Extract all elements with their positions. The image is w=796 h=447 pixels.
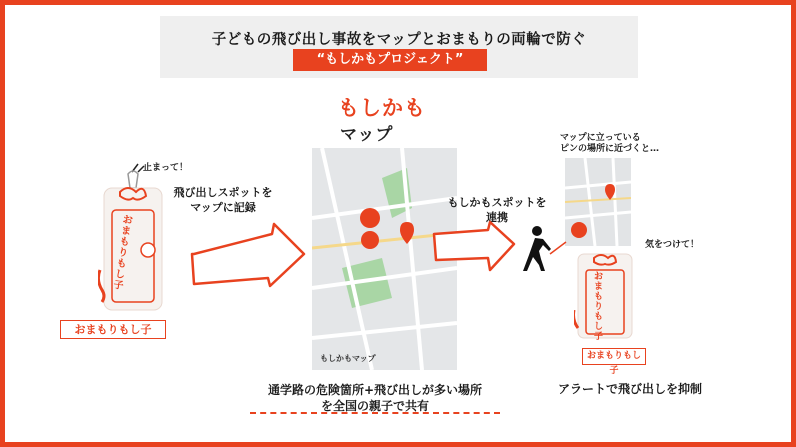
arrow2-caption-line1: もしかもスポットを	[447, 196, 547, 209]
arrow1-caption-line2: マップに記録	[190, 201, 256, 214]
arrow2-caption-line2: 連携	[486, 211, 508, 224]
map-watermark: もしかもマップ	[320, 354, 376, 363]
mochikamo-logo-top: もしかも	[338, 96, 426, 120]
arrow1-caption	[168, 185, 278, 215]
arrow-record-to-map	[190, 220, 308, 290]
right-brand-label: おまもりもし子	[582, 348, 646, 365]
bottom-caption-line2: を全国の親子で共有	[320, 399, 429, 413]
charm-vertical-text: おまもりもし子	[112, 214, 134, 293]
alert-line-icon	[548, 240, 568, 256]
caption-dashed-underline	[250, 412, 500, 414]
right-caption: アラートで飛び出しを抑制	[557, 382, 702, 396]
mascot-icon	[360, 208, 380, 249]
left-speech-bubble: 止まって！	[143, 163, 189, 173]
bottom-caption-line1: 通学路の危険箇所+飛び出しが多い場所	[267, 383, 483, 397]
right-speech-bubble-2: 気をつけて！	[645, 240, 700, 250]
phone-map-graphics	[565, 158, 631, 246]
right-speech-line2: ピンの場所に近づくと…	[560, 144, 660, 154]
left-brand-label: おまもりもし子	[60, 320, 166, 339]
bottom-caption	[240, 382, 510, 414]
project-name-badge: “もしかもプロジェクト”	[293, 49, 487, 71]
right-speech-line1: マップに立っている	[560, 133, 641, 143]
arrow1-caption-line1: 飛び出しスポットを	[173, 186, 273, 199]
arrow-map-to-walker	[432, 218, 516, 274]
right-speech-bubble	[560, 133, 659, 155]
page-title: 子どもの飛び出し事故をマップとおまもりの両輪で防ぐ	[211, 32, 587, 48]
phone-map	[565, 158, 631, 246]
charm-right-vertical-text: おまもりもし子	[594, 272, 604, 342]
mochikamo-logo-bottom: マップ	[340, 125, 394, 145]
